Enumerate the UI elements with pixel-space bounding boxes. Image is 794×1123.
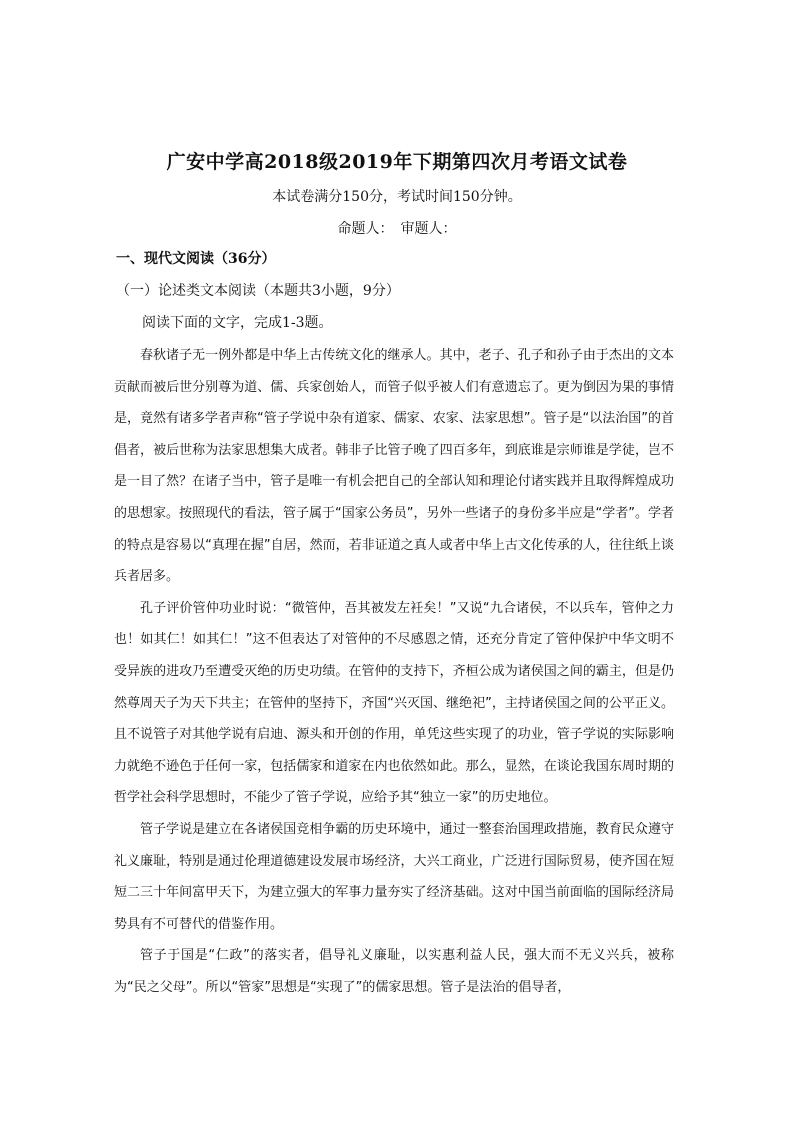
passage-paragraph: 管子学说是建立在各诸侯国竞相争霸的历史环境中，通过一整套治国理政措施，教育民众遵守礼义廉耻，特别是通过伦理道德建设发展市场经济，大兴工商业，广泛进行国际贸易，使齐国在短短二三十年间富甲天下，为建立强大的军事力量夯实了经济基础。这对中国当前面临的国际经济局势具有不可替代的借鉴作用。 [114, 821, 674, 932]
passage-paragraph: 孔子评价管仲功业时说：“微管仲，吾其被发左衽矣！”又说“九合诸侯，不以兵车，管仲之力也！如其仁！如其仁！”这不但表达了对管仲的不尽感恩之情，还充分肯定了管仲保护中华文明不受异族的进攻乃至遭受灭绝的历史功绩。在管仲的支持下，齐桓公成为诸侯国之间的霸主，但是仍然尊周天子为天下共主；在管仲的坚持下，齐国“兴灭国、继绝祀”，主持诸侯国之间的公平正义。且不说管子对其他学说有启迪、源头和开创的作用，单凭这些实现了的功业，管子学说的实际影响力就绝不逊色于任何一家，包括儒家和道家在内也依然如此。那么，显然，在谈论我国东周时期的哲学社会科学思想时，不能少了管子学说，应给予其“独立一家”的历史地位。 [114, 600, 674, 806]
exam-authors: 命题人： 审题人： [337, 221, 457, 237]
section-heading: 一、现代文阅读（36分） [116, 251, 276, 267]
subsection-heading: （一）论述类文本阅读（本题共3小题，9分） [116, 283, 400, 299]
reading-instruction: 阅读下面的文字，完成1-3题。 [142, 315, 333, 331]
passage-paragraph: 春秋诸子无一例外都是中华上古传统文化的继承人。其中，老子、孔子和孙子由于杰出的文本贡献而被后世分别尊为道、儒、兵家创始人，而管子似乎被人们有意遗忘了。更为倒因为果的事情是，竟然有诸多学者声称“管子学说中杂有道家、儒家、农家、法家思想”。管子是“以法治国”的首倡者，被后世称为法家思想集大成者。韩非子比管子晚了四百多年，到底谁是宗师谁是学徒，岂不是一目了然？在诸子当中，管子是唯一有机会把自己的全部认知和理论付诸实践并且取得辉煌成功的思想家。按照现代的看法，管子属于“国家公务员”，另外一些诸子的身份多半应是“学者”。学者的特点是容易以“真理在握”自居，然而，若非证道之真人或者中华上古文化传承的人，往往纸上谈兵者居多。 [114, 348, 674, 585]
exam-title: 广安中学高2018级2019年下期第四次月考语文试卷 [166, 151, 628, 173]
exam-info: 本试卷满分150分，考试时间150分钟。 [272, 189, 522, 205]
passage-body [114, 340, 674, 1003]
passage-paragraph: 管子于国是“仁政”的落实者，倡导礼义廉耻，以实惠利益人民，强大而不无义兴兵，被称为“民之父母”。所以“管家”思想是“实现了”的儒家思想。管子是法治的倡导者， [114, 948, 674, 995]
